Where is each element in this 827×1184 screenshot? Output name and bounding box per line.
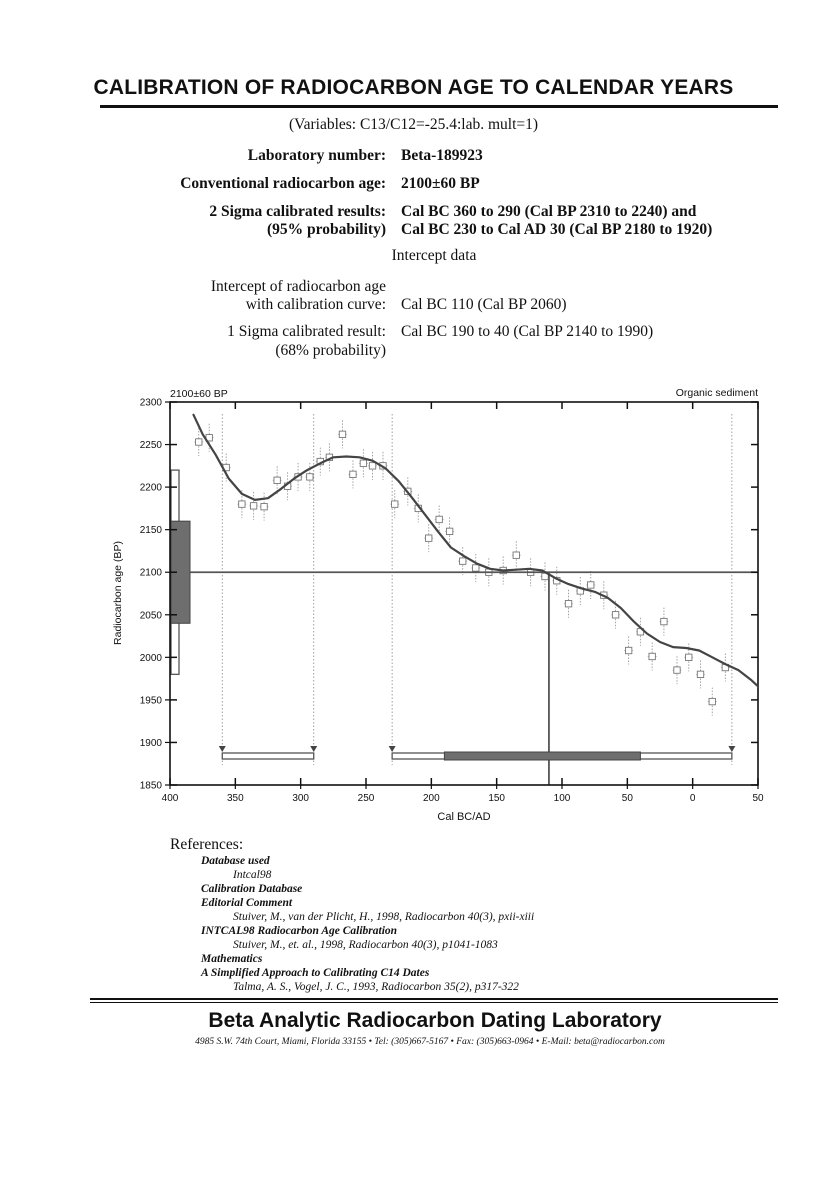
reference-line: Stuiver, M., van der Plicht, H., 1998, Radiocarbon 40(3), pxii-xiii: [233, 911, 535, 923]
measurement-point: [446, 528, 452, 534]
chart-background-layer: [171, 414, 758, 785]
sigma1-probability: (68% probability): [275, 342, 386, 359]
intercept-heading: Intercept data: [391, 247, 477, 264]
measurement-point: [649, 653, 655, 659]
range-end-marker: [728, 746, 735, 752]
measurement-point: [625, 647, 631, 653]
intercept-value: Cal BC 110 (Cal BP 2060): [401, 296, 567, 313]
conventional-age-value: 2100±60 BP: [401, 175, 480, 192]
footer-rule-thin: [90, 1002, 778, 1003]
measurement-point: [473, 565, 479, 571]
y-tick-label: 2200: [139, 482, 162, 494]
range-end-marker: [310, 746, 317, 752]
lab-name: Beta Analytic Radiocarbon Dating Laboratory: [208, 1009, 662, 1032]
y-tick-label: 2300: [139, 397, 162, 409]
measurement-point: [697, 671, 703, 677]
lab-number-value: Beta-189923: [401, 147, 483, 164]
measurement-point: [339, 431, 345, 437]
measurement-point: [674, 667, 680, 673]
measurement-point: [588, 582, 594, 588]
measurement-point: [274, 477, 280, 483]
measurement-point: [709, 698, 715, 704]
measurement-point: [350, 471, 356, 477]
x-tick-label: 400: [161, 793, 179, 804]
range-end-marker: [389, 746, 396, 752]
variables-line: (Variables: C13/C12=-25.4:lab. mult=1): [288, 116, 539, 133]
lab-number-row: [0, 146, 827, 166]
measurement-point: [513, 552, 519, 558]
intercept-label-line1: Intercept of radiocarbon age: [210, 278, 386, 295]
measurement-point: [459, 558, 465, 564]
sigma1-value: Cal BC 190 to 40 (Cal BP 2140 to 1990): [401, 323, 654, 340]
sigma2-probability: (95% probability): [267, 221, 386, 238]
measurement-point: [307, 474, 313, 480]
reference-line: Mathematics: [201, 953, 263, 965]
lab-number-label: Laboratory number:: [247, 147, 386, 164]
x-tick-label: 200: [422, 793, 440, 804]
measurement-point: [250, 503, 256, 509]
sigma2-range-bar: [222, 753, 313, 759]
sigma2-result-line1: Cal BC 360 to 290 (Cal BP 2310 to 2240) and: [401, 203, 697, 220]
calibration-curve: [194, 415, 759, 687]
y-tick-label: 2000: [139, 652, 162, 664]
intercept-label-line2: with calibration curve:: [245, 296, 386, 313]
y-tick-label: 1850: [139, 780, 162, 792]
y-tick-label: 1900: [139, 737, 162, 749]
title-rule: [100, 105, 778, 108]
document-title: CALIBRATION OF RADIOCARBON AGE TO CALENDAR YEARS: [93, 76, 734, 99]
x-tick-label: 50: [621, 793, 633, 804]
reference-line: Editorial Comment: [201, 897, 293, 909]
x-tick-label: 50: [752, 793, 764, 804]
sigma2-row: [0, 202, 827, 242]
measurement-point: [261, 503, 267, 509]
references-section: [170, 836, 534, 994]
references-title: References:: [170, 836, 244, 853]
x-tick-label: 100: [553, 793, 571, 804]
sigma2-result-line2: Cal BC 230 to Cal AD 30 (Cal BP 2180 to 1920): [401, 221, 713, 238]
measurement-point: [196, 439, 202, 445]
chart-foreground-layer: [140, 398, 764, 805]
references-list: [170, 854, 534, 994]
y-tick-label: 2050: [139, 610, 162, 622]
reference-line: Calibration Database: [201, 883, 303, 895]
lab-contact-line: 4985 S.W. 74th Court, Miami, Florida 33155 • Tel: (305)667-5167 • Fax: (305)663-0964 • E-Mail: beta@radiocarbon.com: [195, 1037, 665, 1047]
x-tick-label: 350: [226, 793, 244, 804]
x-tick-label: 300: [292, 793, 310, 804]
reference-line: Intcal98: [233, 869, 272, 881]
calibration-chart: [100, 380, 780, 830]
measurement-point: [436, 516, 442, 522]
y-tick-label: 2100: [139, 567, 162, 579]
measurement-point: [369, 463, 375, 469]
measurement-point: [565, 601, 571, 607]
y-axis-title: Radiocarbon age (BP): [112, 541, 124, 645]
chart-label-material: Organic sediment: [675, 387, 758, 399]
reference-line: INTCAL98 Radiocarbon Age Calibration: [201, 925, 398, 937]
sigma1-range-bar: [444, 752, 640, 760]
measurement-point: [426, 535, 432, 541]
reference-line: Database used: [201, 855, 270, 867]
reference-line: Stuiver, M., et. al., 1998, Radiocarbon 40(3), p1041-1083: [233, 939, 498, 951]
chart-label-sample-age: 2100±60 BP: [170, 388, 228, 400]
measurement-point: [612, 612, 618, 618]
measurement-point: [392, 501, 398, 507]
intercept-row: [0, 277, 827, 317]
measurement-point: [686, 654, 692, 660]
x-tick-label: 150: [488, 793, 506, 804]
reference-line: Talma, A. S., Vogel, J. C., 1993, Radiocarbon 35(2), p317-322: [233, 981, 519, 993]
plot-frame: [170, 402, 758, 785]
footer-rule-thick: [90, 998, 778, 1000]
y-tick-label: 2250: [139, 440, 162, 452]
conventional-age-label: Conventional radiocarbon age:: [180, 175, 386, 192]
x-tick-label: 0: [689, 793, 696, 804]
y-tick-label: 2150: [139, 525, 162, 537]
x-axis-title: Cal BC/AD: [437, 811, 491, 823]
conventional-age-row: [0, 174, 827, 194]
y-tick-label: 1950: [139, 695, 162, 707]
measurement-point: [661, 618, 667, 624]
range-end-marker: [219, 746, 226, 752]
reference-line: A Simplified Approach to Calibrating C14 Dates: [201, 967, 430, 979]
x-tick-label: 250: [357, 793, 375, 804]
sigma1-row: [0, 322, 827, 362]
sigma2-label: 2 Sigma calibrated results:: [209, 203, 386, 220]
measurement-point: [239, 501, 245, 507]
measurement-point: [360, 460, 366, 466]
sigma1-label: 1 Sigma calibrated result:: [227, 323, 386, 340]
